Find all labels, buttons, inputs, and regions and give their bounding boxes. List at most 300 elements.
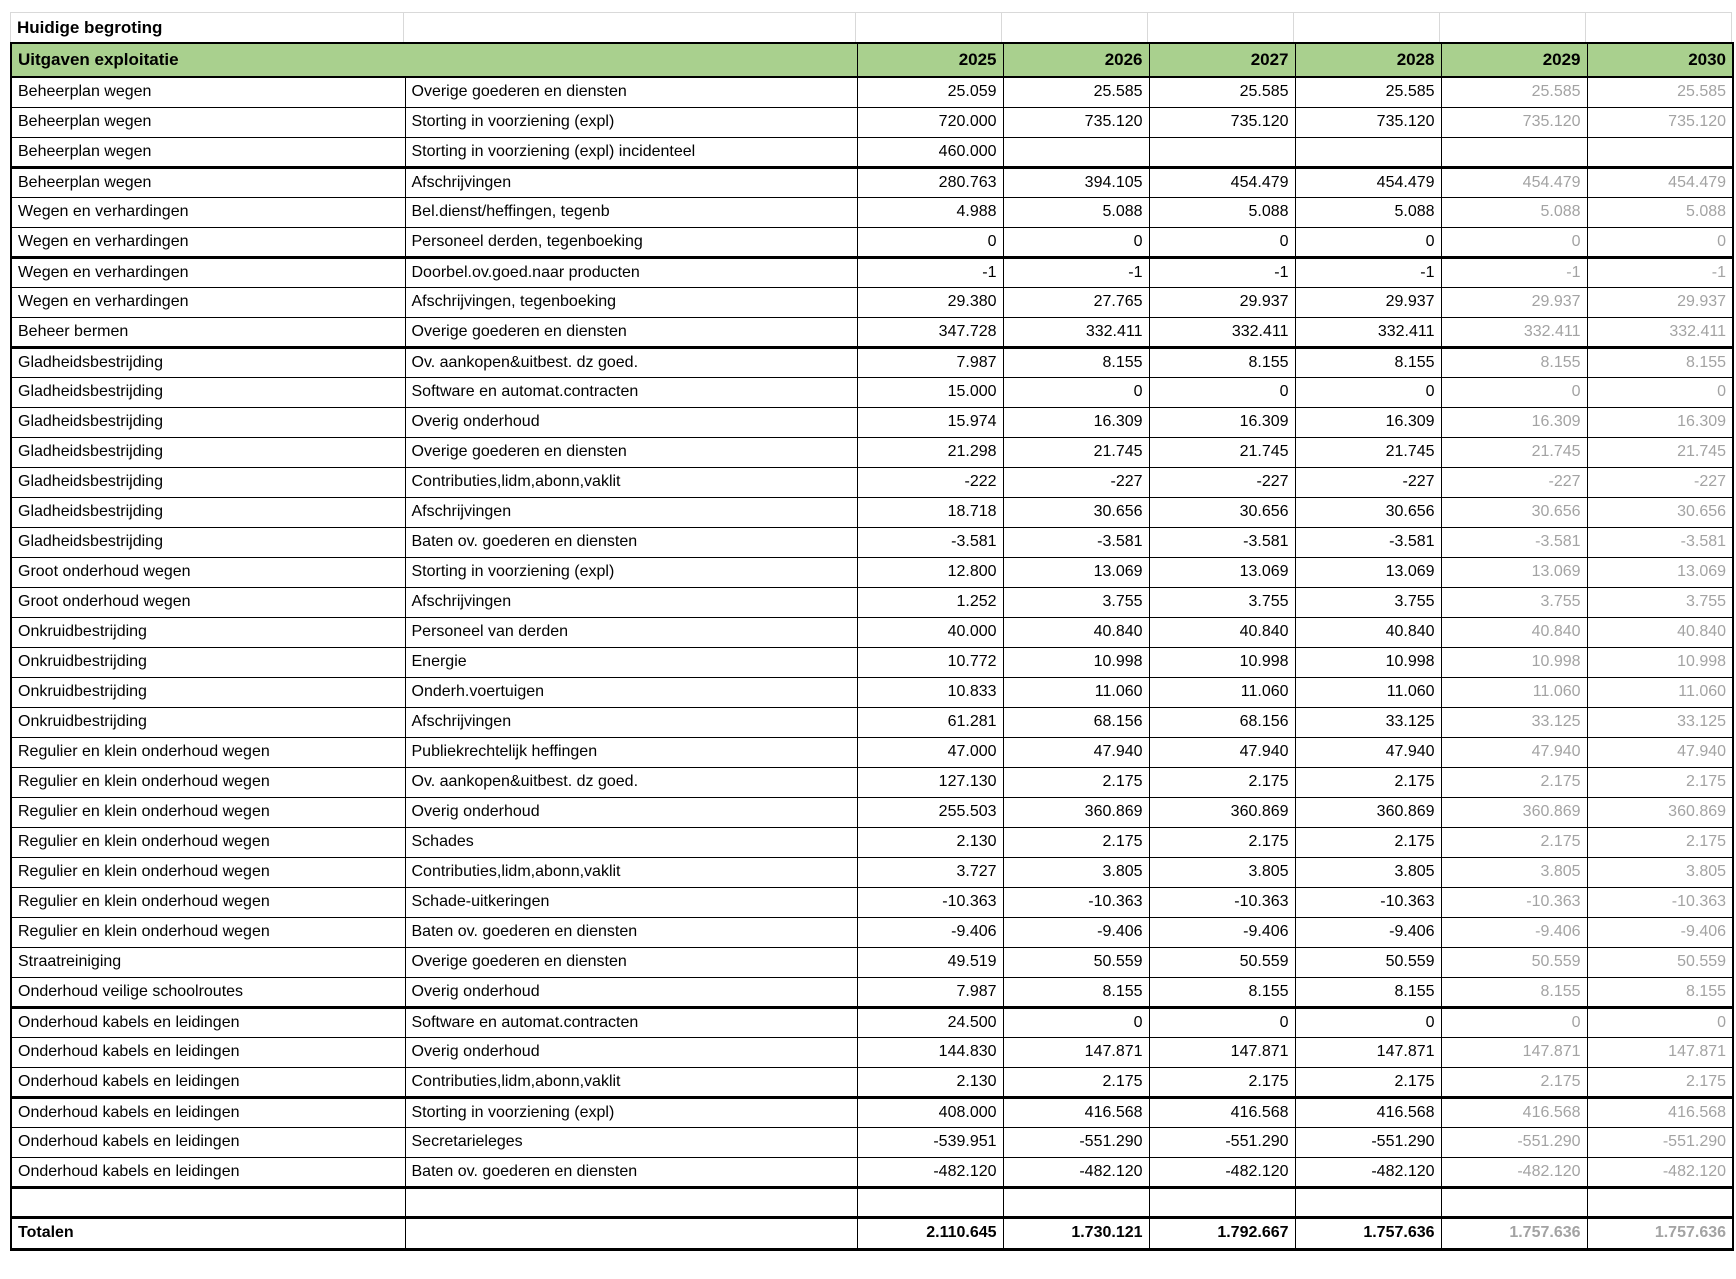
value-cell[interactable]: 5.088	[1295, 197, 1441, 227]
category-cell[interactable]: Beheer bermen	[11, 317, 405, 347]
category-cell[interactable]: Onderhoud kabels en leidingen	[11, 1097, 405, 1127]
value-cell[interactable]: 454.479	[1295, 167, 1441, 197]
value-cell[interactable]: -9.406	[857, 917, 1003, 947]
value-cell[interactable]	[1587, 137, 1733, 167]
value-cell[interactable]: 3.805	[1587, 857, 1733, 887]
value-cell[interactable]: 1.252	[857, 587, 1003, 617]
category-cell[interactable]: Gladheidsbestrijding	[11, 497, 405, 527]
description-cell[interactable]: Contributies,lidm,abonn,vaklit	[405, 857, 857, 887]
value-cell[interactable]: 3.755	[1587, 587, 1733, 617]
value-cell[interactable]: 347.728	[857, 317, 1003, 347]
category-cell[interactable]: Gladheidsbestrijding	[11, 347, 405, 377]
value-cell[interactable]: 13.069	[1003, 557, 1149, 587]
value-cell[interactable]: 144.830	[857, 1037, 1003, 1067]
description-cell[interactable]: Secretarieleges	[405, 1127, 857, 1157]
value-cell[interactable]: -1	[1587, 257, 1733, 287]
value-cell[interactable]: 2.175	[1587, 1067, 1733, 1097]
value-cell[interactable]: 0	[1149, 227, 1295, 257]
value-cell[interactable]: -3.581	[1295, 527, 1441, 557]
empty-title-cell[interactable]	[1148, 13, 1294, 42]
value-cell[interactable]: 3.805	[1149, 857, 1295, 887]
value-cell[interactable]: 416.568	[1149, 1097, 1295, 1127]
sheet-title-cell[interactable]: Huidige begroting	[10, 13, 404, 42]
category-cell[interactable]: Onderhoud kabels en leidingen	[11, 1007, 405, 1037]
totals-value-cell[interactable]: 2.110.645	[857, 1217, 1003, 1249]
year-header-cell[interactable]: 2028	[1295, 43, 1441, 77]
value-cell[interactable]: 332.411	[1441, 317, 1587, 347]
value-cell[interactable]: 30.656	[1003, 497, 1149, 527]
value-cell[interactable]: -1	[1003, 257, 1149, 287]
empty-cell[interactable]	[405, 1187, 857, 1217]
category-cell[interactable]: Beheerplan wegen	[11, 167, 405, 197]
value-cell[interactable]: -227	[1587, 467, 1733, 497]
value-cell[interactable]: 416.568	[1587, 1097, 1733, 1127]
value-cell[interactable]: 2.175	[1149, 767, 1295, 797]
value-cell[interactable]: 16.309	[1149, 407, 1295, 437]
category-cell[interactable]: Regulier en klein onderhoud wegen	[11, 827, 405, 857]
value-cell[interactable]: -227	[1003, 467, 1149, 497]
category-cell[interactable]: Wegen en verhardingen	[11, 227, 405, 257]
value-cell[interactable]: 0	[857, 227, 1003, 257]
value-cell[interactable]: 0	[1149, 1007, 1295, 1037]
value-cell[interactable]: 408.000	[857, 1097, 1003, 1127]
value-cell[interactable]: 29.937	[1149, 287, 1295, 317]
description-cell[interactable]: Afschrijvingen	[405, 167, 857, 197]
category-cell[interactable]: Groot onderhoud wegen	[11, 587, 405, 617]
value-cell[interactable]: 360.869	[1003, 797, 1149, 827]
value-cell[interactable]: 416.568	[1003, 1097, 1149, 1127]
value-cell[interactable]: -227	[1441, 467, 1587, 497]
value-cell[interactable]: -10.363	[1587, 887, 1733, 917]
empty-title-cell[interactable]	[404, 13, 856, 42]
value-cell[interactable]: 25.585	[1149, 77, 1295, 107]
category-cell[interactable]: Onderhoud kabels en leidingen	[11, 1157, 405, 1187]
value-cell[interactable]: 8.155	[1587, 977, 1733, 1007]
value-cell[interactable]: 0	[1003, 377, 1149, 407]
description-cell[interactable]: Afschrijvingen	[405, 707, 857, 737]
value-cell[interactable]: 29.937	[1441, 287, 1587, 317]
value-cell[interactable]: 10.998	[1003, 647, 1149, 677]
description-cell[interactable]: Software en automat.contracten	[405, 377, 857, 407]
value-cell[interactable]: 25.059	[857, 77, 1003, 107]
value-cell[interactable]: 21.745	[1295, 437, 1441, 467]
description-cell[interactable]: Personeel van derden	[405, 617, 857, 647]
year-header-cell[interactable]: 2027	[1149, 43, 1295, 77]
category-cell[interactable]: Regulier en klein onderhoud wegen	[11, 737, 405, 767]
value-cell[interactable]: 2.175	[1587, 827, 1733, 857]
category-cell[interactable]: Wegen en verhardingen	[11, 287, 405, 317]
value-cell[interactable]: 30.656	[1587, 497, 1733, 527]
description-cell[interactable]: Onderh.voertuigen	[405, 677, 857, 707]
value-cell[interactable]: -551.290	[1003, 1127, 1149, 1157]
value-cell[interactable]: 332.411	[1587, 317, 1733, 347]
value-cell[interactable]: -482.120	[1295, 1157, 1441, 1187]
description-cell[interactable]: Schade-uitkeringen	[405, 887, 857, 917]
value-cell[interactable]: 15.974	[857, 407, 1003, 437]
value-cell[interactable]: 12.800	[857, 557, 1003, 587]
description-cell[interactable]: Overig onderhoud	[405, 977, 857, 1007]
value-cell[interactable]: 8.155	[1587, 347, 1733, 377]
value-cell[interactable]: 18.718	[857, 497, 1003, 527]
value-cell[interactable]: 47.940	[1003, 737, 1149, 767]
category-cell[interactable]: Regulier en klein onderhoud wegen	[11, 797, 405, 827]
empty-title-cell[interactable]	[1294, 13, 1440, 42]
year-header-cell[interactable]: 2026	[1003, 43, 1149, 77]
empty-cell[interactable]	[1149, 1187, 1295, 1217]
value-cell[interactable]: 3.755	[1441, 587, 1587, 617]
year-header-cell[interactable]: 2030	[1587, 43, 1733, 77]
empty-title-cell[interactable]	[1440, 13, 1586, 42]
value-cell[interactable]: 40.840	[1441, 617, 1587, 647]
category-cell[interactable]: Groot onderhoud wegen	[11, 557, 405, 587]
empty-title-cell[interactable]	[1586, 13, 1732, 42]
value-cell[interactable]: 15.000	[857, 377, 1003, 407]
value-cell[interactable]: 27.765	[1003, 287, 1149, 317]
description-cell[interactable]: Doorbel.ov.goed.naar producten	[405, 257, 857, 287]
value-cell[interactable]: -539.951	[857, 1127, 1003, 1157]
category-cell[interactable]: Wegen en verhardingen	[11, 257, 405, 287]
value-cell[interactable]: 50.559	[1441, 947, 1587, 977]
value-cell[interactable]: 360.869	[1587, 797, 1733, 827]
value-cell[interactable]: 10.998	[1149, 647, 1295, 677]
value-cell[interactable]: 0	[1441, 377, 1587, 407]
description-cell[interactable]: Overig onderhoud	[405, 1037, 857, 1067]
value-cell[interactable]	[1003, 137, 1149, 167]
category-cell[interactable]: Regulier en klein onderhoud wegen	[11, 767, 405, 797]
category-cell[interactable]: Regulier en klein onderhoud wegen	[11, 857, 405, 887]
category-cell[interactable]: Onderhoud kabels en leidingen	[11, 1127, 405, 1157]
value-cell[interactable]: 147.871	[1149, 1037, 1295, 1067]
value-cell[interactable]: 47.940	[1441, 737, 1587, 767]
value-cell[interactable]: 40.000	[857, 617, 1003, 647]
value-cell[interactable]: 29.937	[1587, 287, 1733, 317]
value-cell[interactable]: 127.130	[857, 767, 1003, 797]
value-cell[interactable]: 735.120	[1149, 107, 1295, 137]
value-cell[interactable]: 21.745	[1587, 437, 1733, 467]
category-cell[interactable]: Onkruidbestrijding	[11, 647, 405, 677]
value-cell[interactable]: 0	[1441, 1007, 1587, 1037]
value-cell[interactable]: 25.585	[1003, 77, 1149, 107]
value-cell[interactable]: 0	[1587, 227, 1733, 257]
value-cell[interactable]: 3.755	[1149, 587, 1295, 617]
value-cell[interactable]: 735.120	[1587, 107, 1733, 137]
value-cell[interactable]: 2.175	[1295, 1067, 1441, 1097]
value-cell[interactable]: 360.869	[1441, 797, 1587, 827]
description-cell[interactable]: Contributies,lidm,abonn,vaklit	[405, 467, 857, 497]
value-cell[interactable]: 11.060	[1441, 677, 1587, 707]
value-cell[interactable]: -482.120	[1587, 1157, 1733, 1187]
value-cell[interactable]: -227	[1295, 467, 1441, 497]
description-cell[interactable]: Overig onderhoud	[405, 407, 857, 437]
value-cell[interactable]: 8.155	[1003, 347, 1149, 377]
value-cell[interactable]: 10.998	[1295, 647, 1441, 677]
value-cell[interactable]: 0	[1149, 377, 1295, 407]
value-cell[interactable]: 33.125	[1587, 707, 1733, 737]
value-cell[interactable]: 33.125	[1295, 707, 1441, 737]
value-cell[interactable]: 68.156	[1149, 707, 1295, 737]
totals-value-cell[interactable]: 1.730.121	[1003, 1217, 1149, 1249]
value-cell[interactable]: 33.125	[1441, 707, 1587, 737]
value-cell[interactable]: 332.411	[1295, 317, 1441, 347]
value-cell[interactable]: 10.772	[857, 647, 1003, 677]
value-cell[interactable]: 0	[1295, 377, 1441, 407]
empty-cell[interactable]	[11, 1187, 405, 1217]
value-cell[interactable]: -10.363	[1003, 887, 1149, 917]
value-cell[interactable]: 5.088	[1003, 197, 1149, 227]
description-cell[interactable]: Schades	[405, 827, 857, 857]
value-cell[interactable]: 5.088	[1587, 197, 1733, 227]
value-cell[interactable]: 47.940	[1295, 737, 1441, 767]
value-cell[interactable]: 7.987	[857, 347, 1003, 377]
empty-cell[interactable]	[1441, 1187, 1587, 1217]
value-cell[interactable]: 332.411	[1149, 317, 1295, 347]
description-cell[interactable]: Baten ov. goederen en diensten	[405, 917, 857, 947]
value-cell[interactable]: -10.363	[1441, 887, 1587, 917]
value-cell[interactable]	[1295, 137, 1441, 167]
description-cell[interactable]: Ov. aankopen&uitbest. dz goed.	[405, 767, 857, 797]
description-cell[interactable]: Afschrijvingen	[405, 587, 857, 617]
description-cell[interactable]: Contributies,lidm,abonn,vaklit	[405, 1067, 857, 1097]
value-cell[interactable]: 50.559	[1295, 947, 1441, 977]
value-cell[interactable]: 3.727	[857, 857, 1003, 887]
value-cell[interactable]: 0	[1587, 1007, 1733, 1037]
value-cell[interactable]: -3.581	[857, 527, 1003, 557]
value-cell[interactable]: 3.755	[1003, 587, 1149, 617]
description-cell[interactable]: Energie	[405, 647, 857, 677]
value-cell[interactable]: 8.155	[1295, 977, 1441, 1007]
category-cell[interactable]: Wegen en verhardingen	[11, 197, 405, 227]
value-cell[interactable]: 30.656	[1149, 497, 1295, 527]
value-cell[interactable]: 454.479	[1587, 167, 1733, 197]
value-cell[interactable]: -9.406	[1003, 917, 1149, 947]
value-cell[interactable]: 2.130	[857, 827, 1003, 857]
value-cell[interactable]: 25.585	[1295, 77, 1441, 107]
value-cell[interactable]: 30.656	[1441, 497, 1587, 527]
value-cell[interactable]: -551.290	[1587, 1127, 1733, 1157]
value-cell[interactable]: 47.940	[1587, 737, 1733, 767]
year-header-cell[interactable]: 2029	[1441, 43, 1587, 77]
description-cell[interactable]: Baten ov. goederen en diensten	[405, 527, 857, 557]
empty-cell[interactable]	[857, 1187, 1003, 1217]
value-cell[interactable]: 13.069	[1441, 557, 1587, 587]
value-cell[interactable]: -551.290	[1441, 1127, 1587, 1157]
value-cell[interactable]: -222	[857, 467, 1003, 497]
value-cell[interactable]: 735.120	[1441, 107, 1587, 137]
value-cell[interactable]: 147.871	[1003, 1037, 1149, 1067]
category-cell[interactable]: Onkruidbestrijding	[11, 707, 405, 737]
value-cell[interactable]: -551.290	[1295, 1127, 1441, 1157]
value-cell[interactable]: 735.120	[1003, 107, 1149, 137]
totals-value-cell[interactable]: 1.757.636	[1441, 1217, 1587, 1249]
value-cell[interactable]: 50.559	[1587, 947, 1733, 977]
value-cell[interactable]: 454.479	[1149, 167, 1295, 197]
category-cell[interactable]: Gladheidsbestrijding	[11, 467, 405, 497]
empty-cell[interactable]	[1003, 1187, 1149, 1217]
value-cell[interactable]: 13.069	[1295, 557, 1441, 587]
value-cell[interactable]: 2.175	[1149, 827, 1295, 857]
description-cell[interactable]: Publiekrechtelijk heffingen	[405, 737, 857, 767]
value-cell[interactable]: 21.745	[1003, 437, 1149, 467]
value-cell[interactable]: 13.069	[1587, 557, 1733, 587]
totals-value-cell[interactable]: 1.757.636	[1587, 1217, 1733, 1249]
category-cell[interactable]: Onkruidbestrijding	[11, 617, 405, 647]
value-cell[interactable]: 0	[1441, 227, 1587, 257]
value-cell[interactable]: 10.998	[1587, 647, 1733, 677]
value-cell[interactable]: 16.309	[1587, 407, 1733, 437]
value-cell[interactable]: 2.130	[857, 1067, 1003, 1097]
value-cell[interactable]: 10.998	[1441, 647, 1587, 677]
value-cell[interactable]: 47.940	[1149, 737, 1295, 767]
category-cell[interactable]: Gladheidsbestrijding	[11, 407, 405, 437]
value-cell[interactable]: 0	[1003, 1007, 1149, 1037]
value-cell[interactable]: 2.175	[1003, 1067, 1149, 1097]
header-label-cell[interactable]: Uitgaven exploitatie	[11, 43, 857, 77]
totals-value-cell[interactable]: 1.757.636	[1295, 1217, 1441, 1249]
value-cell[interactable]: 416.568	[1441, 1097, 1587, 1127]
value-cell[interactable]: 7.987	[857, 977, 1003, 1007]
value-cell[interactable]: 2.175	[1149, 1067, 1295, 1097]
description-cell[interactable]: Software en automat.contracten	[405, 1007, 857, 1037]
value-cell[interactable]: 49.519	[857, 947, 1003, 977]
category-cell[interactable]: Onkruidbestrijding	[11, 677, 405, 707]
value-cell[interactable]: 47.000	[857, 737, 1003, 767]
value-cell[interactable]: -227	[1149, 467, 1295, 497]
description-cell[interactable]: Overige goederen en diensten	[405, 437, 857, 467]
value-cell[interactable]: 25.585	[1441, 77, 1587, 107]
value-cell[interactable]: 3.805	[1295, 857, 1441, 887]
description-cell[interactable]: Storting in voorziening (expl)	[405, 557, 857, 587]
value-cell[interactable]: 280.763	[857, 167, 1003, 197]
value-cell[interactable]: 40.840	[1295, 617, 1441, 647]
value-cell[interactable]: 10.833	[857, 677, 1003, 707]
description-cell[interactable]: Personeel derden, tegenboeking	[405, 227, 857, 257]
value-cell[interactable]: 16.309	[1003, 407, 1149, 437]
value-cell[interactable]: 21.298	[857, 437, 1003, 467]
value-cell[interactable]	[1441, 137, 1587, 167]
category-cell[interactable]: Onderhoud veilige schoolroutes	[11, 977, 405, 1007]
empty-cell[interactable]	[1295, 1187, 1441, 1217]
value-cell[interactable]: 11.060	[1003, 677, 1149, 707]
value-cell[interactable]: -551.290	[1149, 1127, 1295, 1157]
description-cell[interactable]: Overige goederen en diensten	[405, 77, 857, 107]
value-cell[interactable]: 40.840	[1003, 617, 1149, 647]
value-cell[interactable]: 40.840	[1587, 617, 1733, 647]
description-cell[interactable]: Ov. aankopen&uitbest. dz goed.	[405, 347, 857, 377]
description-cell[interactable]: Afschrijvingen, tegenboeking	[405, 287, 857, 317]
value-cell[interactable]: 11.060	[1295, 677, 1441, 707]
category-cell[interactable]: Beheerplan wegen	[11, 137, 405, 167]
value-cell[interactable]: 460.000	[857, 137, 1003, 167]
value-cell[interactable]: 454.479	[1441, 167, 1587, 197]
value-cell[interactable]: -482.120	[857, 1157, 1003, 1187]
value-cell[interactable]: -482.120	[1441, 1157, 1587, 1187]
value-cell[interactable]: -10.363	[857, 887, 1003, 917]
value-cell[interactable]: 4.988	[857, 197, 1003, 227]
value-cell[interactable]: 11.060	[1587, 677, 1733, 707]
value-cell[interactable]: -10.363	[1295, 887, 1441, 917]
description-cell[interactable]: Overige goederen en diensten	[405, 317, 857, 347]
value-cell[interactable]: 360.869	[1149, 797, 1295, 827]
value-cell[interactable]: 147.871	[1587, 1037, 1733, 1067]
category-cell[interactable]: Gladheidsbestrijding	[11, 377, 405, 407]
category-cell[interactable]: Onderhoud kabels en leidingen	[11, 1067, 405, 1097]
value-cell[interactable]: -3.581	[1441, 527, 1587, 557]
description-cell[interactable]: Overig onderhoud	[405, 797, 857, 827]
category-cell[interactable]: Gladheidsbestrijding	[11, 437, 405, 467]
value-cell[interactable]: -3.581	[1003, 527, 1149, 557]
description-cell[interactable]: Baten ov. goederen en diensten	[405, 1157, 857, 1187]
value-cell[interactable]: -9.406	[1295, 917, 1441, 947]
value-cell[interactable]: 68.156	[1003, 707, 1149, 737]
value-cell[interactable]: 29.380	[857, 287, 1003, 317]
value-cell[interactable]: 147.871	[1295, 1037, 1441, 1067]
value-cell[interactable]: -482.120	[1149, 1157, 1295, 1187]
description-cell[interactable]: Storting in voorziening (expl)	[405, 107, 857, 137]
value-cell[interactable]: -1	[1441, 257, 1587, 287]
value-cell[interactable]: 3.805	[1003, 857, 1149, 887]
value-cell[interactable]: -9.406	[1149, 917, 1295, 947]
value-cell[interactable]: 24.500	[857, 1007, 1003, 1037]
value-cell[interactable]: 0	[1587, 377, 1733, 407]
value-cell[interactable]: -1	[1149, 257, 1295, 287]
value-cell[interactable]: 360.869	[1295, 797, 1441, 827]
value-cell[interactable]: 2.175	[1295, 827, 1441, 857]
category-cell[interactable]: Beheerplan wegen	[11, 107, 405, 137]
description-cell[interactable]: Afschrijvingen	[405, 497, 857, 527]
value-cell[interactable]: 21.745	[1149, 437, 1295, 467]
empty-title-cell[interactable]	[856, 13, 1002, 42]
value-cell[interactable]: 2.175	[1295, 767, 1441, 797]
description-cell[interactable]: Storting in voorziening (expl)	[405, 1097, 857, 1127]
category-cell[interactable]: Regulier en klein onderhoud wegen	[11, 917, 405, 947]
category-cell[interactable]: Gladheidsbestrijding	[11, 527, 405, 557]
value-cell[interactable]: 2.175	[1587, 767, 1733, 797]
value-cell[interactable]: 5.088	[1149, 197, 1295, 227]
value-cell[interactable]: 8.155	[1441, 977, 1587, 1007]
totals-value-cell[interactable]: 1.792.667	[1149, 1217, 1295, 1249]
value-cell[interactable]: 2.175	[1441, 827, 1587, 857]
value-cell[interactable]: 11.060	[1149, 677, 1295, 707]
value-cell[interactable]: -482.120	[1003, 1157, 1149, 1187]
value-cell[interactable]: 8.155	[1003, 977, 1149, 1007]
value-cell[interactable]: -3.581	[1587, 527, 1733, 557]
value-cell[interactable]: 147.871	[1441, 1037, 1587, 1067]
value-cell[interactable]: 332.411	[1003, 317, 1149, 347]
value-cell[interactable]: 40.840	[1149, 617, 1295, 647]
category-cell[interactable]: Straatreiniging	[11, 947, 405, 977]
value-cell[interactable]: 3.755	[1295, 587, 1441, 617]
value-cell[interactable]: -3.581	[1149, 527, 1295, 557]
value-cell[interactable]: 735.120	[1295, 107, 1441, 137]
empty-title-cell[interactable]	[1002, 13, 1148, 42]
value-cell[interactable]: 8.155	[1441, 347, 1587, 377]
value-cell[interactable]: -9.406	[1587, 917, 1733, 947]
value-cell[interactable]: 50.559	[1149, 947, 1295, 977]
value-cell[interactable]: 720.000	[857, 107, 1003, 137]
value-cell[interactable]	[1149, 137, 1295, 167]
description-cell[interactable]: Storting in voorziening (expl) incidenteel	[405, 137, 857, 167]
value-cell[interactable]: 394.105	[1003, 167, 1149, 197]
value-cell[interactable]: -9.406	[1441, 917, 1587, 947]
category-cell[interactable]: Onderhoud kabels en leidingen	[11, 1037, 405, 1067]
totals-label-cell[interactable]: Totalen	[11, 1217, 405, 1249]
value-cell[interactable]: 61.281	[857, 707, 1003, 737]
description-cell[interactable]: Bel.dienst/heffingen, tegenb	[405, 197, 857, 227]
totals-empty-cell[interactable]	[405, 1217, 857, 1249]
value-cell[interactable]: 5.088	[1441, 197, 1587, 227]
value-cell[interactable]: 16.309	[1295, 407, 1441, 437]
value-cell[interactable]: 255.503	[857, 797, 1003, 827]
